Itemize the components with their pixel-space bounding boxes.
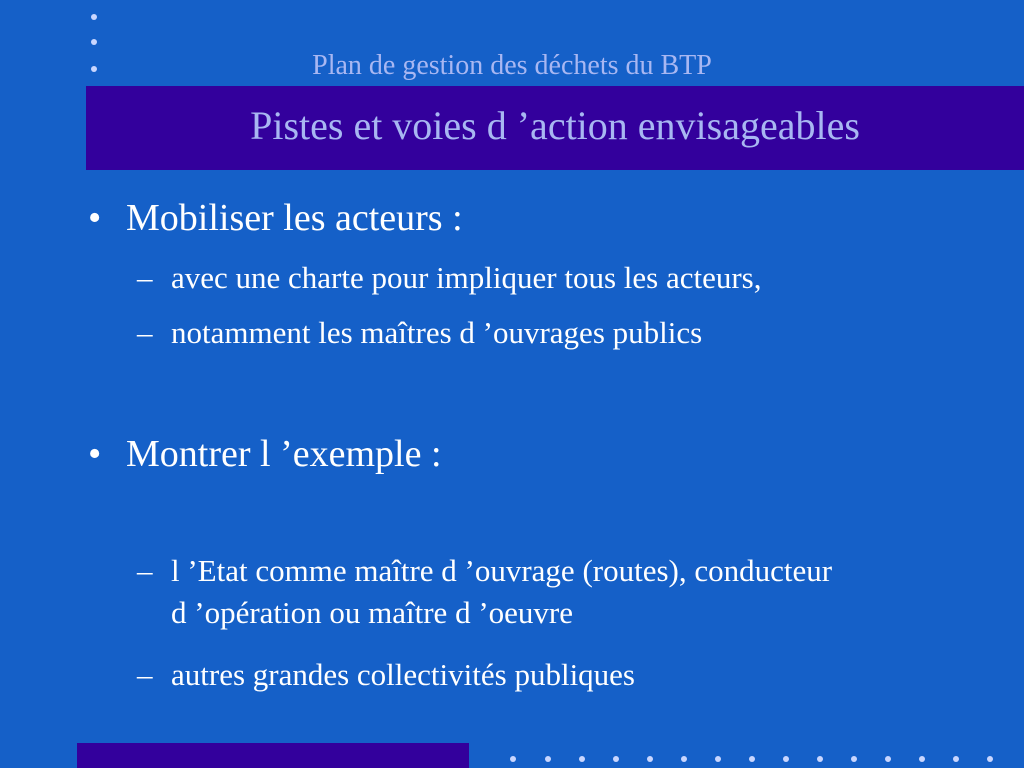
decor-dot	[953, 756, 959, 762]
decor-dot	[681, 756, 687, 762]
decor-dot	[579, 756, 585, 762]
decor-dot	[987, 756, 993, 762]
decor-dot	[545, 756, 551, 762]
footer-band	[77, 743, 469, 768]
sub-item	[137, 654, 635, 696]
dash-marker: –	[137, 553, 153, 588]
bullet-marker: •	[88, 433, 102, 475]
decor-dot	[715, 756, 721, 762]
sub-item	[137, 312, 702, 354]
bullet-text: Mobiliser les acteurs :	[126, 197, 463, 239]
bullet-item	[88, 194, 463, 242]
decor-dot	[647, 756, 653, 762]
decor-dot	[919, 756, 925, 762]
slide-title: Pistes et voies d ’action envisageables	[250, 103, 860, 148]
decor-dot	[613, 756, 619, 762]
sub-text: notamment les maîtres d ’ouvrages publics	[171, 315, 703, 350]
decor-dot	[749, 756, 755, 762]
slide-subtitle: Plan de gestion des déchets du BTP	[312, 50, 712, 81]
decor-dot	[783, 756, 789, 762]
decor-dot	[885, 756, 891, 762]
sub-text: avec une charte pour impliquer tous les acteurs,	[171, 260, 762, 295]
bullet-item	[88, 430, 442, 478]
sub-text: autres grandes collectivités publiques	[171, 657, 636, 692]
dash-marker: –	[137, 315, 153, 350]
bullet-text: Montrer l ’exemple :	[126, 433, 442, 475]
dash-marker: –	[137, 260, 153, 295]
sub-item	[137, 257, 762, 299]
decor-dot	[510, 756, 516, 762]
sub-text: l ’Etat comme maître d ’ouvrage (routes), conducteur d ’opération ou maître d ’oeuvre	[171, 553, 833, 630]
decor-dot	[851, 756, 857, 762]
decor-dot	[817, 756, 823, 762]
sub-item	[137, 550, 851, 634]
dash-marker: –	[137, 657, 153, 692]
bullet-marker: •	[88, 197, 102, 239]
